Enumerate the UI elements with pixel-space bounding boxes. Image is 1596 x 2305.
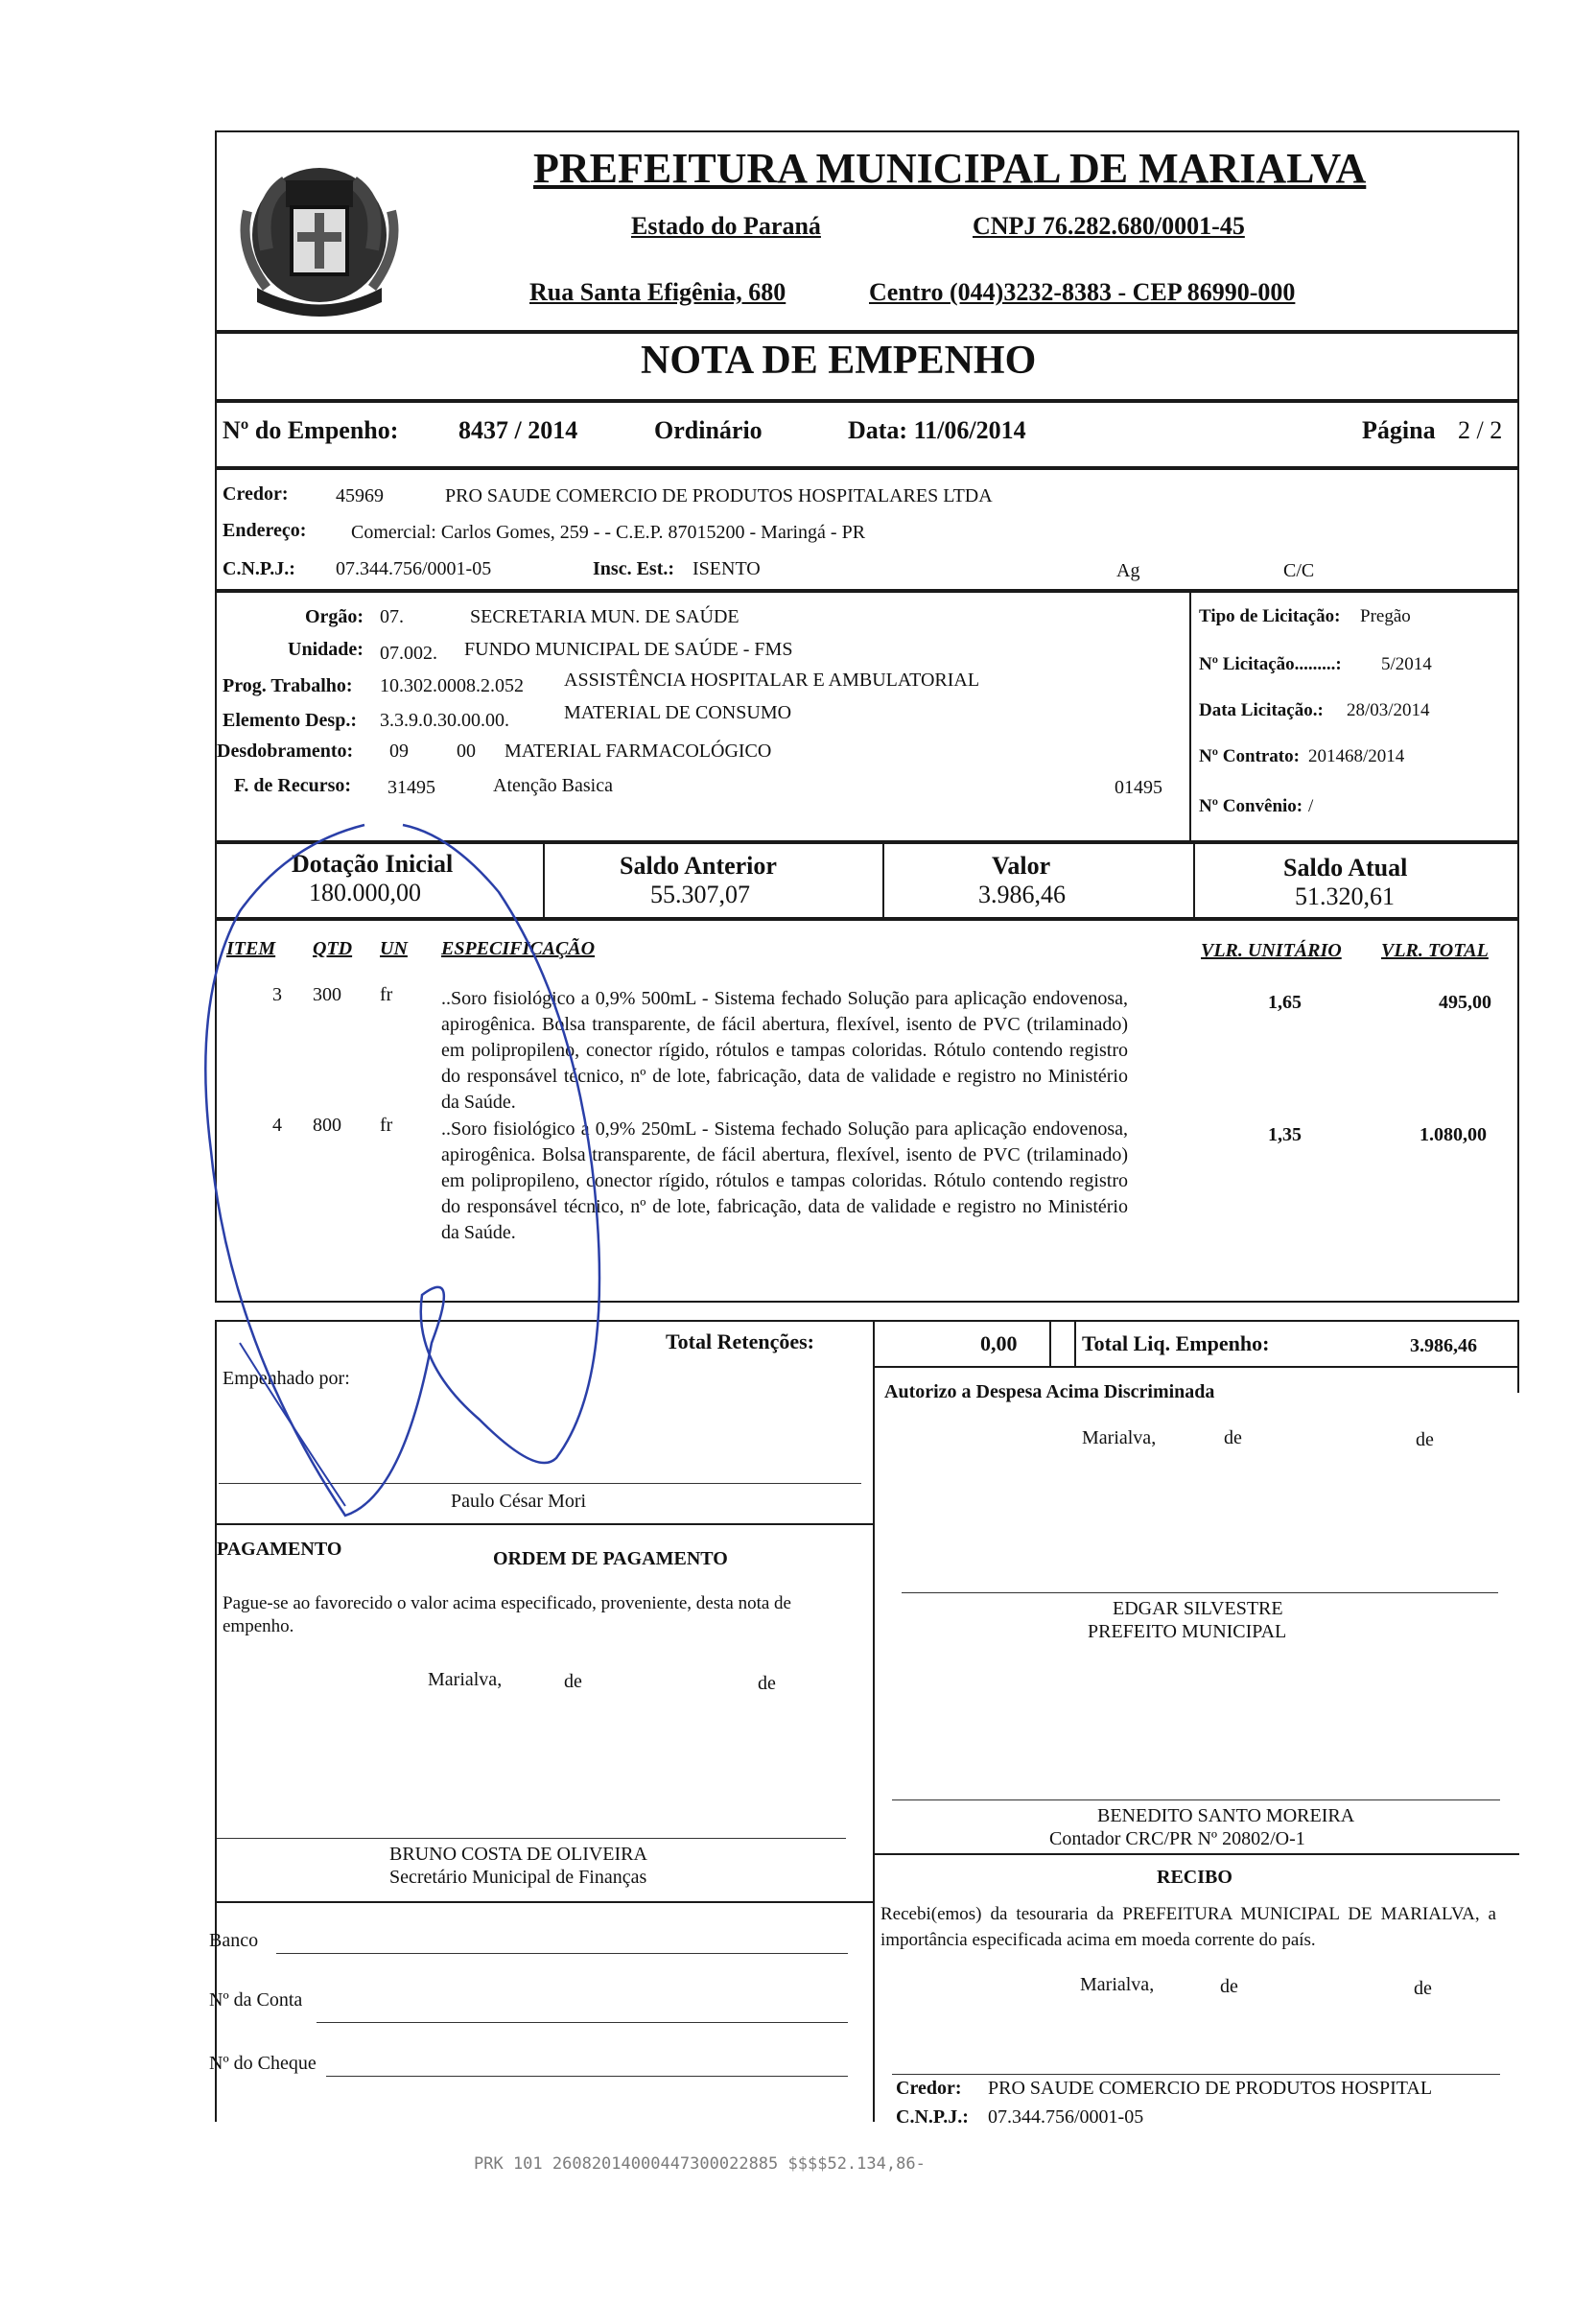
banco-label: Banco bbox=[209, 1930, 259, 1951]
valor-value: 3.986,46 bbox=[978, 881, 1066, 908]
empenho-date: Data: 11/06/2014 bbox=[848, 416, 1026, 444]
municipality-title: PREFEITURA MUNICIPAL DE MARIALVA bbox=[533, 145, 1367, 192]
recurso-code-2: 01495 bbox=[1115, 777, 1162, 798]
saldo-atual-label: Saldo Atual bbox=[1283, 854, 1408, 882]
dotacao-value: 180.000,00 bbox=[309, 879, 421, 906]
licitacao-num-label: Nº Licitação.........: bbox=[1199, 654, 1342, 674]
recibo-title: RECIBO bbox=[1157, 1867, 1232, 1888]
contador-name: BENEDITO SANTO MOREIRA bbox=[1097, 1805, 1355, 1826]
pagamento-title: PAGAMENTO bbox=[217, 1539, 342, 1560]
prog-name: ASSISTÊNCIA HOSPITALAR E AMBULATORIAL bbox=[564, 670, 980, 691]
empenho-number: 8437 / 2014 bbox=[458, 416, 578, 444]
col-vlr-unit-header: VLR. UNITÁRIO bbox=[1201, 940, 1342, 961]
item-specification: ..Soro fisiológico a 0,9% 500mL - Sistema fechado Solução para aplicação endovenosa, apirogênica. Bolsa transparente, de fácil abertura, flexível, isento de PVC (trilaminado) em polipropileno, conector rígido, rótulos e tampas coloridas. Rótulo contendo registro do responsável técnico, nº de lote, fabricação, data de validade e registro no Ministério da Saúde. bbox=[441, 988, 1128, 1113]
col-item-header: ITEM bbox=[226, 938, 276, 959]
licitacao-tipo: Pregão bbox=[1360, 606, 1411, 626]
recibo-de-2: de bbox=[1414, 1978, 1432, 1999]
item-unit: fr bbox=[380, 984, 393, 1005]
recibo-credor-name: PRO SAUDE COMERCIO DE PRODUTOS HOSPITAL bbox=[988, 2078, 1433, 2099]
item-unit-price: 1,65 bbox=[1268, 992, 1302, 1013]
licitacao-data: 28/03/2014 bbox=[1347, 700, 1430, 720]
recurso-name: Atenção Basica bbox=[493, 775, 613, 796]
item-total-price: 1.080,00 bbox=[1420, 1124, 1487, 1145]
orgao-label: Orgão: bbox=[305, 606, 364, 627]
pagamento-text: Pague-se ao favorecido o valor acima especificado, proveniente, desta nota de empenho. bbox=[223, 1593, 791, 1636]
ordem-pagamento-title: ORDEM DE PAGAMENTO bbox=[493, 1548, 728, 1569]
recibo-text: Recebi(emos) da tesouraria da PREFEITURA MUNICIPAL DE MARIALVA, a importância especificada acima em moeda corrente do país. bbox=[880, 1904, 1496, 1950]
credor-cnpj: 07.344.756/0001-05 bbox=[336, 558, 492, 579]
desdobramento-a: 09 bbox=[389, 741, 409, 762]
item-specification: ..Soro fisiológico a 0,9% 250mL - Sistema fechado Solução para aplicação endovenosa, apirogênica. Bolsa transparente, de fácil abertura, flexível, isento de PVC (trilaminado) em polipropileno, conector rígido, rótulos e tampas coloridas. Rótulo contendo registro do responsável técnico, nº de lote, fabricação, data de validade e registro no Ministério da Saúde. bbox=[441, 1118, 1128, 1243]
desdobramento-label: Desdobramento: bbox=[217, 741, 354, 762]
insc-label: Insc. Est.: bbox=[593, 558, 675, 579]
item-qtd: 800 bbox=[313, 1115, 341, 1136]
credor-name: PRO SAUDE COMERCIO DE PRODUTOS HOSPITALARES LTDA bbox=[445, 485, 993, 506]
elemento-code: 3.3.9.0.30.00.00. bbox=[380, 710, 509, 731]
address-label: Endereço: bbox=[223, 520, 307, 541]
contador-role: Contador CRC/PR Nº 20802/O-1 bbox=[1049, 1828, 1305, 1849]
item-unit-price: 1,35 bbox=[1268, 1124, 1302, 1145]
col-spec-header: ESPECIFICAÇÃO bbox=[441, 938, 596, 959]
saldo-atual-value: 51.320,61 bbox=[1295, 882, 1395, 910]
item-number: 4 bbox=[272, 1115, 282, 1136]
autorizo-place: Marialva, bbox=[1082, 1427, 1157, 1448]
cheque-label: Nº do Cheque bbox=[209, 2053, 317, 2074]
item-qtd: 300 bbox=[313, 984, 341, 1005]
prefeito-name: EDGAR SILVESTRE bbox=[1113, 1598, 1283, 1619]
recibo-cnpj: 07.344.756/0001-05 bbox=[988, 2106, 1144, 2128]
licitacao-tipo-label: Tipo de Licitação: bbox=[1199, 606, 1341, 626]
recibo-credor-label: Credor: bbox=[896, 2078, 962, 2099]
retencoes-value: 0,00 bbox=[980, 1331, 1018, 1355]
autorizo-label: Autorizo a Despesa Acima Discriminada bbox=[884, 1381, 1215, 1402]
total-liquido-value: 3.986,46 bbox=[1410, 1335, 1477, 1356]
convenio-label: Nº Convênio: bbox=[1199, 796, 1303, 816]
document-title: NOTA DE EMPENHO bbox=[641, 339, 1037, 383]
bank-authentication-stamp: PRK 101 26082014000447300022885 $$$$52.134,86- bbox=[474, 2154, 926, 2174]
credor-label: Credor: bbox=[223, 483, 289, 505]
unidade-name: FUNDO MUNICIPAL DE SAÚDE - FMS bbox=[464, 639, 793, 660]
secretario-name: BRUNO COSTA DE OLIVEIRA bbox=[389, 1844, 647, 1865]
state-name: Estado do Paraná bbox=[631, 212, 821, 240]
elemento-label: Elemento Desp.: bbox=[223, 710, 357, 731]
autorizo-de-1: de bbox=[1224, 1427, 1242, 1448]
item-number: 3 bbox=[272, 984, 282, 1005]
municipality-contact: Centro (044)3232-8383 - CEP 86990-000 bbox=[869, 278, 1296, 306]
page-label: Página bbox=[1362, 416, 1436, 444]
recurso-code: 31495 bbox=[387, 777, 435, 798]
municipality-cnpj: CNPJ 76.282.680/0001-45 bbox=[973, 212, 1245, 240]
desdobramento-b: 00 bbox=[457, 741, 476, 762]
recibo-place: Marialva, bbox=[1080, 1974, 1155, 1995]
recibo-cnpj-label: C.N.P.J.: bbox=[896, 2106, 969, 2128]
pagamento-place: Marialva, bbox=[428, 1669, 503, 1690]
desdobramento-name: MATERIAL FARMACOLÓGICO bbox=[505, 741, 772, 762]
recurso-label: F. de Recurso: bbox=[234, 775, 352, 796]
pagamento-de-1: de bbox=[564, 1671, 582, 1692]
unidade-code: 07.002. bbox=[380, 643, 437, 664]
retencoes-label: Total Retenções: bbox=[666, 1329, 814, 1353]
page-number: 2 / 2 bbox=[1458, 416, 1503, 444]
secretario-role: Secretário Municipal de Finanças bbox=[389, 1867, 647, 1888]
orgao-name: SECRETARIA MUN. DE SAÚDE bbox=[470, 606, 739, 627]
prog-label: Prog. Trabalho: bbox=[223, 675, 353, 696]
empenho-type: Ordinário bbox=[654, 416, 763, 444]
autorizo-de-2: de bbox=[1416, 1429, 1434, 1450]
recibo-de-1: de bbox=[1220, 1976, 1238, 1997]
empenho-label: Nº do Empenho: bbox=[223, 416, 399, 444]
credor-insc: ISENTO bbox=[692, 558, 761, 579]
empenhado-label: Empenhado por: bbox=[223, 1368, 350, 1389]
credor-code: 45969 bbox=[336, 485, 384, 506]
item-total-price: 495,00 bbox=[1439, 992, 1491, 1013]
conta-label: Nº da Conta bbox=[209, 1989, 303, 2011]
dotacao-label: Dotação Inicial bbox=[292, 850, 454, 878]
contrato-number: 201468/2014 bbox=[1308, 746, 1405, 766]
empenhado-name: Paulo César Mori bbox=[451, 1491, 587, 1512]
col-qtd-header: QTD bbox=[313, 938, 353, 959]
municipality-address: Rua Santa Efigênia, 680 bbox=[529, 278, 786, 306]
valor-label: Valor bbox=[992, 852, 1051, 880]
col-un-header: UN bbox=[380, 938, 408, 959]
elemento-name: MATERIAL DE CONSUMO bbox=[564, 702, 792, 723]
item-unit: fr bbox=[380, 1115, 393, 1136]
col-vlr-total-header: VLR. TOTAL bbox=[1381, 940, 1489, 961]
licitacao-data-label: Data Licitação.: bbox=[1199, 700, 1324, 720]
pagamento-de-2: de bbox=[758, 1673, 776, 1694]
contrato-label: Nº Contrato: bbox=[1199, 746, 1300, 766]
licitacao-num: 5/2014 bbox=[1381, 654, 1432, 674]
orgao-code: 07. bbox=[380, 606, 404, 627]
saldo-anterior-label: Saldo Anterior bbox=[620, 852, 777, 880]
prefeito-role: PREFEITO MUNICIPAL bbox=[1088, 1621, 1287, 1642]
total-liquido-label: Total Liq. Empenho: bbox=[1082, 1331, 1270, 1355]
saldo-anterior-value: 55.307,07 bbox=[650, 881, 750, 908]
ag-label: Ag bbox=[1116, 560, 1140, 581]
credor-address: Comercial: Carlos Gomes, 259 - - C.E.P. 87015200 - Maringá - PR bbox=[351, 522, 866, 543]
unidade-label: Unidade: bbox=[288, 639, 364, 660]
prog-code: 10.302.0008.2.052 bbox=[380, 675, 524, 696]
cc-label: C/C bbox=[1283, 560, 1315, 581]
cnpj-label: C.N.P.J.: bbox=[223, 558, 295, 579]
convenio-number: / bbox=[1308, 796, 1314, 816]
